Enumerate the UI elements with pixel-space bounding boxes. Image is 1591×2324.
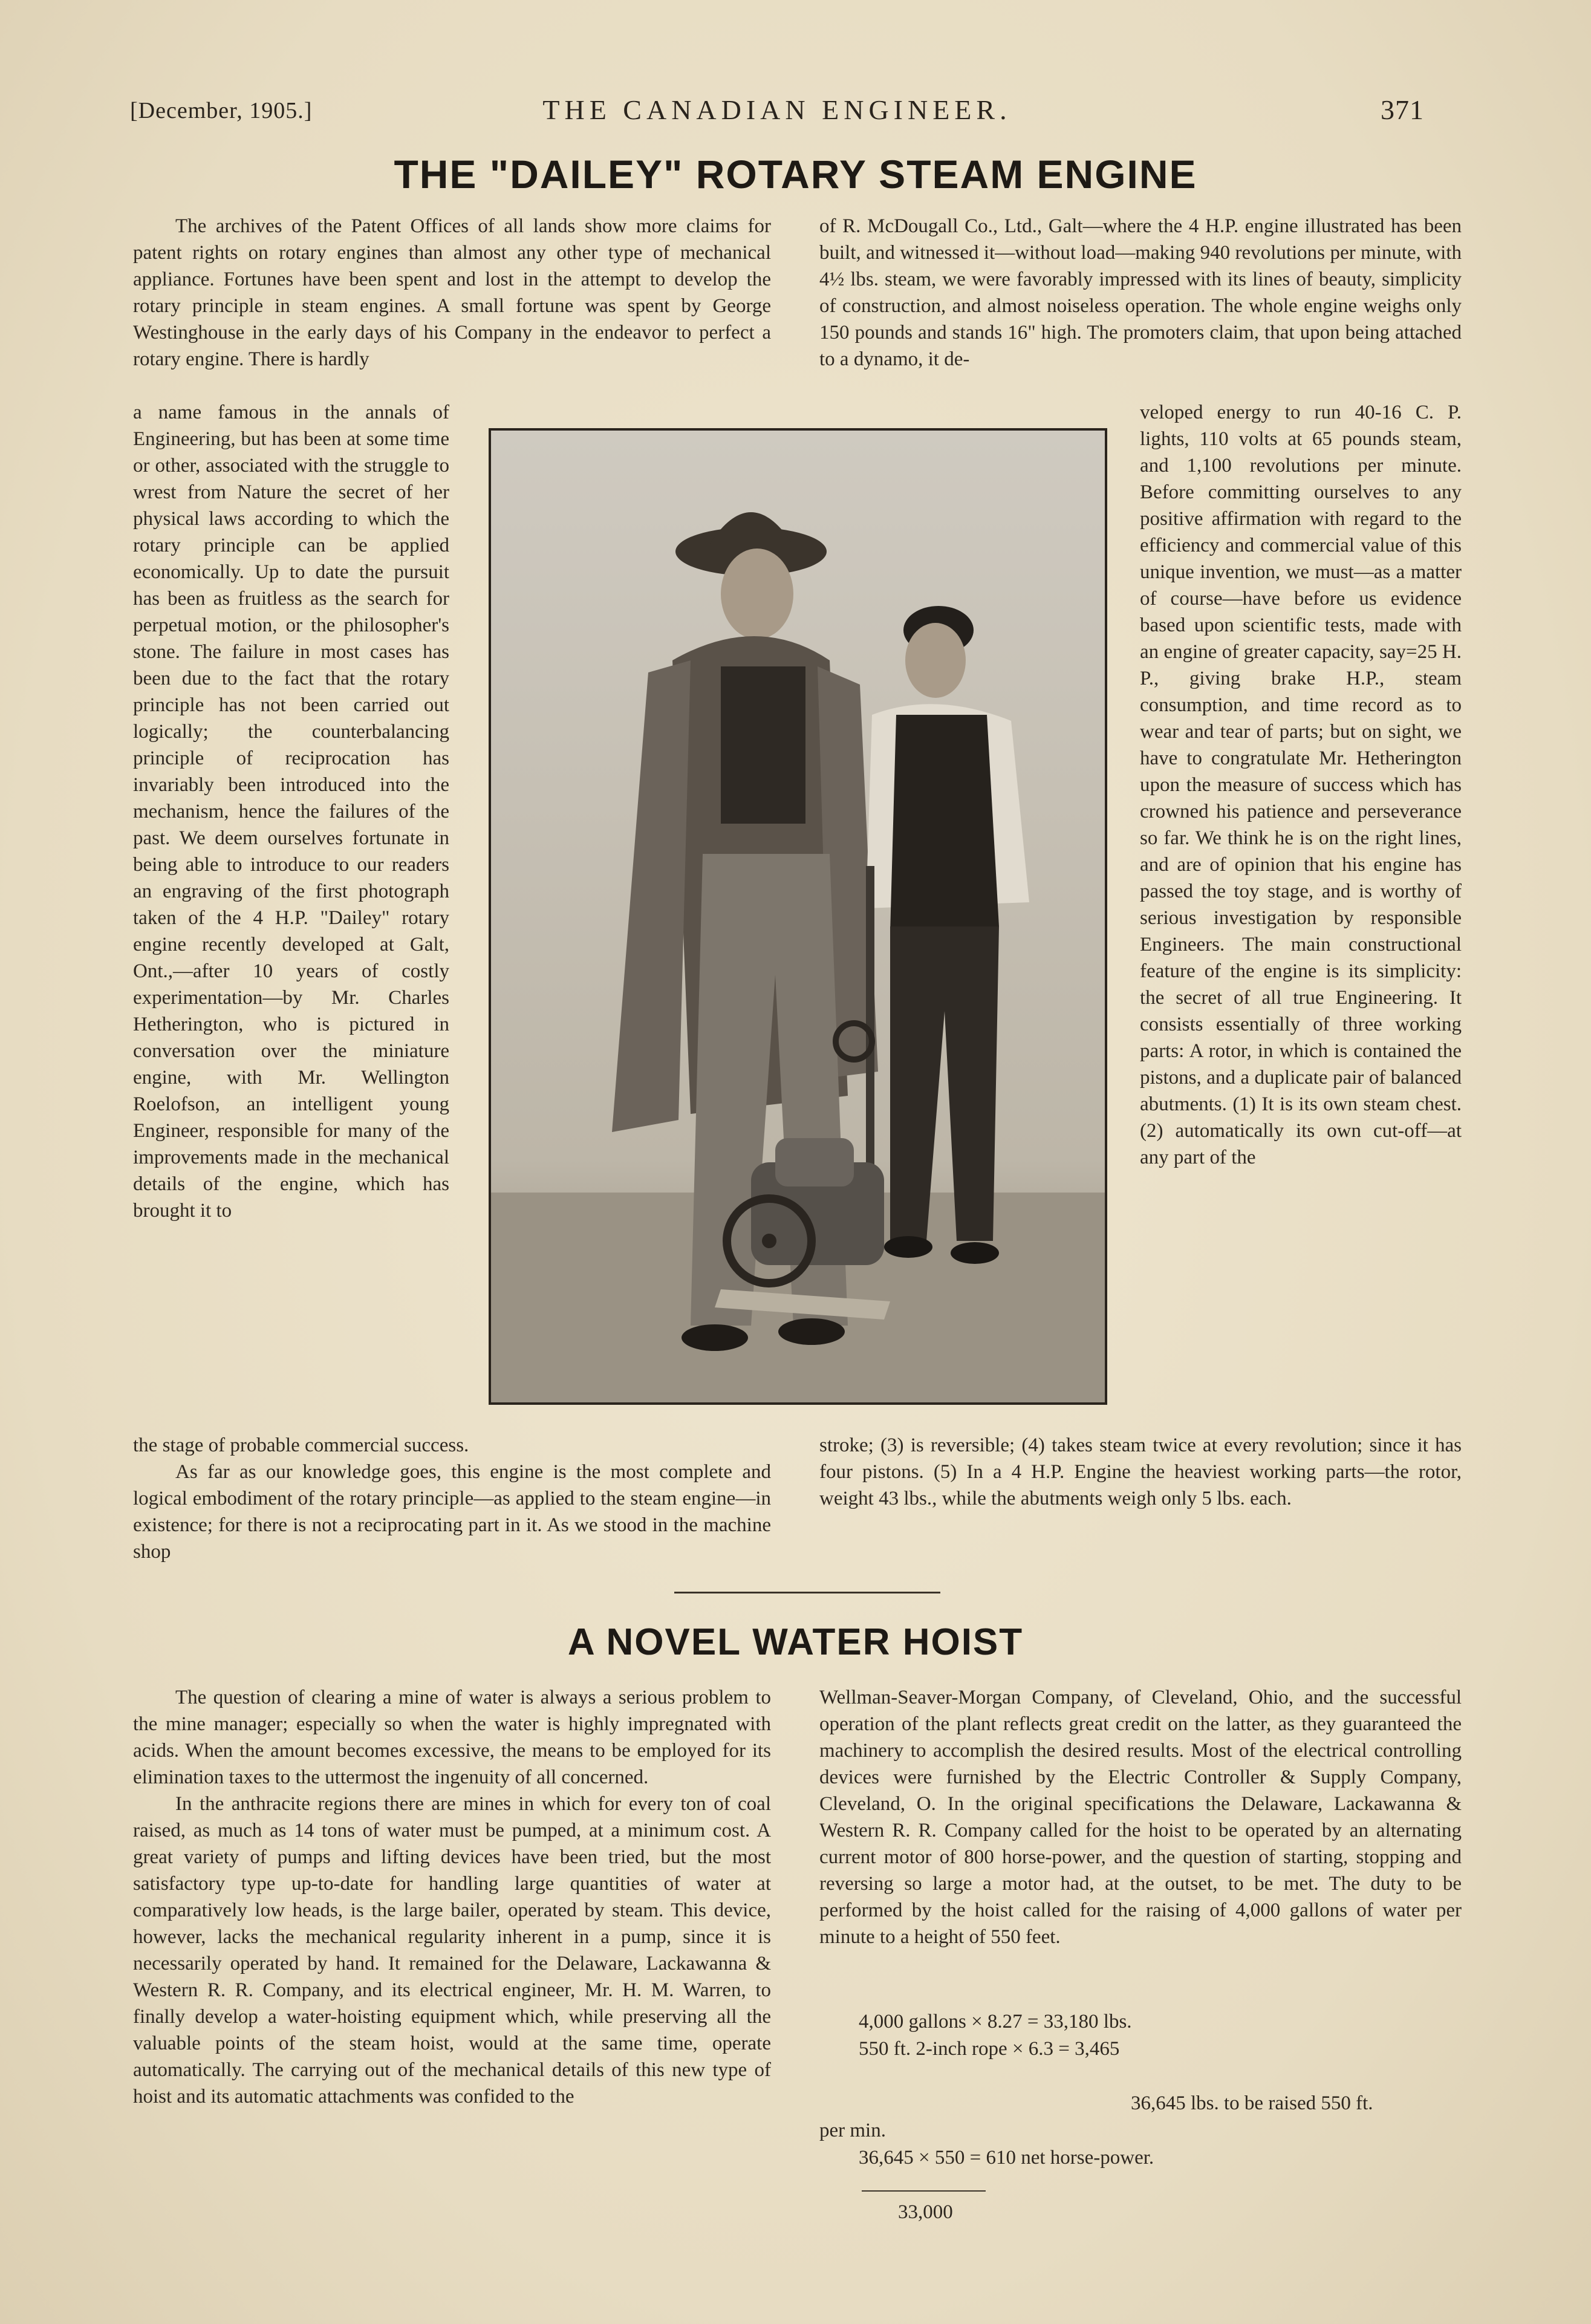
paragraph: a name famous in the annals of Engineering, but has been at some time or other, associated with the struggle to wrest from Nature the secret of her physical laws according to which the rotary principle can be applied economically. Up to date the pursuit has been as fruitless as the search for perpetual motion, or the philosopher's stone. The failure in most cases has been due to the fact that the rotary principle has not been carried out logically; the counterbalancing principle of reciprocation has invariably been introduced into the mechanism, hence the failures of the past. We deem ourselves fortunate in being able to introduce to our readers an engraving of the first photograph taken of the 4 H.P. "Dailey" rotary engine recently developed at Galt, Ont.,—after 10 years of costly experimentation—by Mr. Charles Hetherington, who is pictured in conversation over the miniature engine, with Mr. Wellington Roelofson, an intelligent young Engineer, responsible for many of the improvements made in the mechanical details of the engine, which has brought it to [133,402,449,1222]
paragraph: the stage of probable commercial success. [133,1434,469,1456]
running-head [130,94,1424,130]
article2-left-column [133,1684,771,2110]
section-divider [674,1592,940,1593]
article1-left-top [133,213,771,373]
calc-line: 36,645 lbs. to be raised 550 ft. [1131,2092,1373,2114]
article-title: A NOVEL WATER HOIST [567,1621,1024,1663]
article1-right-bottom [819,1432,1462,1512]
paragraph: In the anthracite regions there are mines in which for every ton of coal raised, as much as 14 tons of water must be pumped, at a minimum cost. A great variety of pumps and lifting devices have been tried, but the most satisfactory type up-to-date for handling large quantities of water at comparatively low heads, is the large bailer, operated by steam. This device, however, lacks the mechanical regularity inherent in a pump, since it is necessarily operated by hand. It remained for the Delaware, Lackawanna & Western R. R. Company, and its electrical engineer, Mr. H. M. Warren, to finally develop a water-hoisting equipment which, while preserving all the valuable points of the steam hoist, would at the same time, operate automatically. The carrying out of the mechanical details of this new type of hoist and its automatic attachments was confided to the [133,1793,771,2108]
article1-right-top [819,213,1462,373]
article-title: THE "DAILEY" ROTARY STEAM ENGINE [394,152,1197,197]
article1-right-wrap [1140,399,1462,1171]
paragraph: stroke; (3) is reversible; (4) takes steam twice at every revolution; since it has four pistons. (5) In a 4 H.P. Engine the heaviest working parts—the rotor, weight 43 lbs., while the abutments weigh only 5 lbs. each. [819,1434,1462,1509]
journal-title: THE CANADIAN ENGINEER. [542,94,1012,125]
article1-left-wrap [133,399,449,1224]
photo-illustration [491,431,1105,1402]
calc-line: 36,645 × 550 = 610 net horse-power. [859,2147,1154,2169]
paragraph: veloped energy to run 40-16 C. P. lights, 110 volts at 65 pounds steam, and 1,100 revolutions per minute. Before committing ourselves to any positive affirmation with regard to the efficiency and commercial value of this unique invention, we must—as a matter of course—have before us evidence based upon scientific tests, made with an engine of greater capacity, say=25 H. P., giving brake H.P., steam consumption, and time record as to wear and tear of parts; but on sight, we have to congratulate Mr. Hetherington upon the measure of success which has crowned his patience and perseverance so far. We think he is on the right lines, and are of opinion that his engine has passed the toy stage, and is worthy of serious investigation by responsible Engineers. The main constructional feature of the engine is its simplicity: the secret of all true Engineering. It consists essentially of three working parts: A rotor, in which is contained the pistons, and a duplicate pair of balanced abutments. (1) It is its own steam chest. (2) automatically its own cut-off—at any part of the [1140,402,1462,1168]
paragraph: of R. McDougall Co., Ltd., Galt—where the 4 H.P. engine illustrated has been built, and witnessed it—without load—making 940 revolutions per minute, with 4½ lbs. steam, we were favorably impressed with its lines of beauty, simplicity of construction, and almost noiseless operation. The whole engine weighs only 150 pounds and stands 16" high. The promoters claim, that upon being attached to a dynamo, it de- [819,215,1462,370]
calc-line: 33,000 [898,2201,953,2223]
calc-line: per min. [819,2120,886,2141]
page-number: 371 [1381,94,1424,125]
paragraph: As far as our knowledge goes, this engine is the most complete and logical embodiment of the rotary principle—as applied to the steam engine—in existence; for there is not a reciprocating part in it. As we stood in the machine shop [133,1461,771,1563]
fraction-bar [862,2190,986,2192]
paragraph: Wellman-Seaver-Morgan Company, of Cleveland, Ohio, and the successful operation of the plant reflects great credit on the latter, as they guaranteed the machinery to accomplish the desired results. Most of the electrical controlling devices were furnished by the Electric Controller & Supply Company, Cleveland, O. In the original specifications the Delaware, Lackawanna & Western R. R. Company called for the hoist to be operated by an alternating current motor of 800 horse-power, and the question of starting, stopping and reversing so large a motor had, at the outset, to be met. The duty to be performed by the hoist called for the raising of 4,000 gallons of water per minute to a height of 550 feet. [819,1687,1462,1948]
calc-line: 4,000 gallons × 8.27 = 33,180 lbs. [859,2011,1132,2033]
engine-photograph [489,428,1107,1405]
article1-left-bottom [133,1432,771,1565]
issue-date: [December, 1905.] [130,98,313,123]
article2-right-column [819,1684,1462,1950]
calc-line: 550 ft. 2-inch rope × 6.3 = 3,465 [859,2038,1120,2060]
paragraph: The archives of the Patent Offices of all lands show more claims for patent rights on rotary engines than almost any other type of mechanical appliance. Fortunes have been spent and lost in the attempt to develop the rotary principle in steam engines. A small fortune was spent by George Westinghouse in the early days of his Company in the endeavor to perfect a rotary engine. There is hardly [133,215,771,370]
paragraph: The question of clearing a mine of water is always a serious problem to the mine manager; especially so when the water is highly impregnated with acids. When the amount becomes excessive, the means to be employed for its elimination taxes to the uttermost the ingenuity of all concerned. [133,1687,771,1788]
